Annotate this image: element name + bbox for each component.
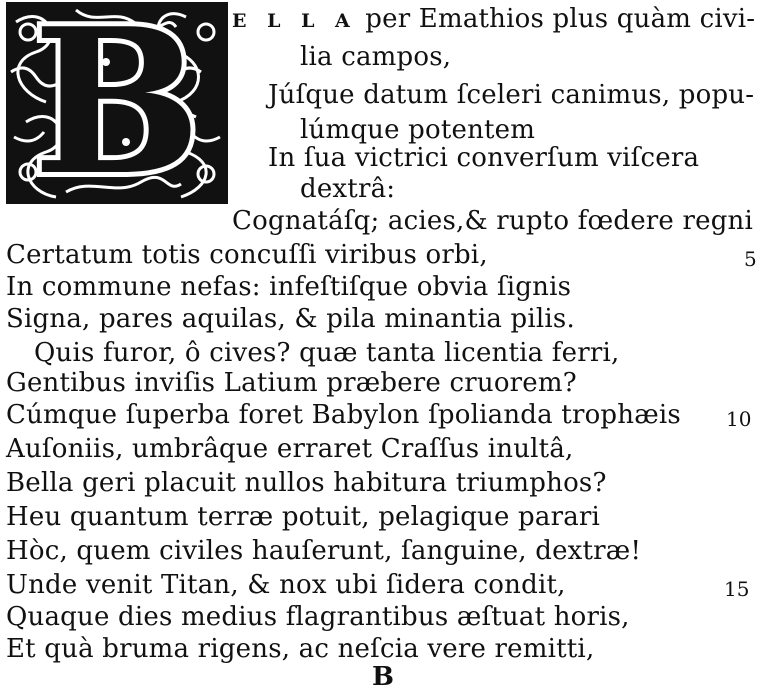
verse-line: Auſoniis, umbrâque erraret Craſſus inultâ,	[6, 434, 574, 464]
verse-line: Gentibus inviſis Latium præbere cruorem?	[6, 368, 577, 398]
verse-line: Quis furor, ô cives? quæ tanta licentia ferri,	[34, 338, 620, 368]
drop-cap-letter: B	[32, 2, 202, 204]
verse-line-1	[232, 4, 755, 36]
verse-line: Unde venit Titan, & nox ubi ſidera condit,	[6, 570, 566, 600]
verse-line: Certatum totis concuſſi viribus orbi,	[6, 240, 488, 270]
verse-line: Júſque datum ſceleri canimus, popu-	[268, 80, 755, 110]
decorated-initial	[6, 2, 228, 204]
line-number: 5	[744, 247, 757, 271]
signature-mark: B	[372, 662, 394, 692]
verse-line: In ſua victrici converſum viſcera	[268, 143, 700, 173]
verse-line: lia campos,	[300, 42, 452, 72]
opening-line-text: per Emathios plus quàm civi-	[365, 4, 756, 34]
verse-line: Hòc, quem civiles hauſerunt, ſanguine, dextræ!	[6, 536, 642, 566]
verse-line: dextrâ:	[300, 174, 396, 204]
verse-line: Cognatáſq; acies,& rupto fœdere regni	[232, 206, 754, 236]
verse-line: Heu quantum terræ potuit, pelagique parari	[6, 502, 601, 532]
verse-line: In commune nefas: infeſtiſque obvia ſignis	[6, 272, 572, 302]
verse-line: Bella geri placuit nullos habitura triumphos?	[6, 468, 607, 498]
opening-small-caps: E L L A	[232, 10, 357, 32]
verse-line: lúmque potentem	[300, 115, 536, 145]
verse-line: Signa, pares aquilas, & pila minantia pilis.	[6, 304, 575, 334]
line-number: 15	[724, 577, 750, 601]
verse-line: Quaque dies medius flagrantibus æſtuat horis,	[6, 602, 630, 632]
line-number: 10	[726, 407, 752, 431]
verse-line: Et quà bruma rigens, ac neſcia vere remitti,	[6, 634, 595, 664]
verse-line: Cúmque ſuperba foret Babylon ſpolianda trophæis	[6, 400, 681, 430]
